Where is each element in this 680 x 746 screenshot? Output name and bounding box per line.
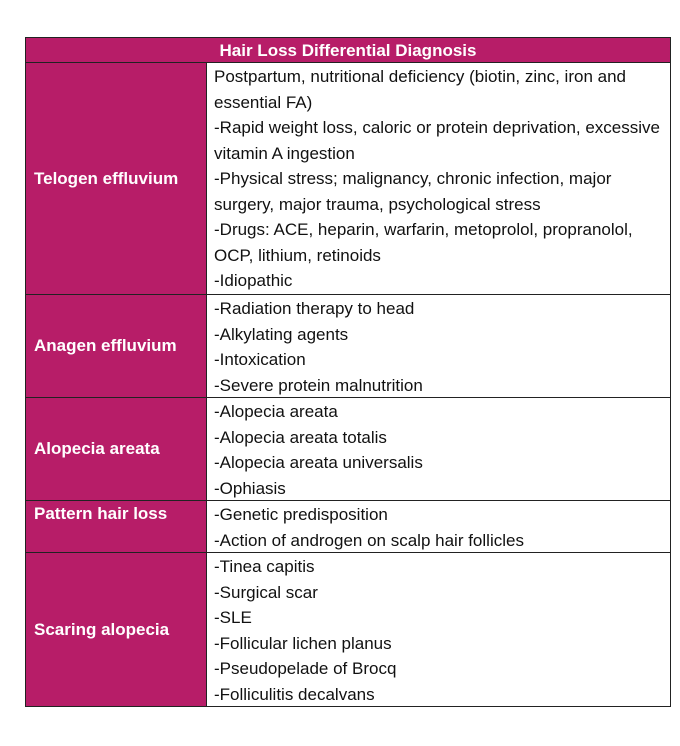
row-label: Scaring alopecia xyxy=(26,553,207,706)
list-item: -Radiation therapy to head xyxy=(214,299,415,318)
row-label: Anagen effluvium xyxy=(26,295,207,397)
row-content xyxy=(207,553,670,706)
list-item: -Folliculitis decalvans xyxy=(214,684,375,704)
row-content xyxy=(207,398,670,500)
row-label: Alopecia areata xyxy=(26,398,207,500)
table-row-alopecia-areata xyxy=(26,398,670,501)
row-label: Telogen effluvium xyxy=(26,63,207,294)
row-content xyxy=(207,63,670,294)
list-item: -Ophiasis xyxy=(214,478,286,498)
row-content xyxy=(207,295,670,397)
list-item: -Drugs: ACE, heparin, warfarin, metoprolol, propranolol, OCP, lithium, retinoids xyxy=(214,220,633,265)
table-row-pattern-hair-loss xyxy=(26,501,670,553)
table-row-telogen-effluvium xyxy=(26,63,670,295)
list-item: -Alopecia areata universalis xyxy=(214,453,423,472)
table-row-scaring-alopecia xyxy=(26,553,670,706)
list-item: -Idiopathic xyxy=(214,271,293,290)
diagnosis-table xyxy=(25,37,671,707)
list-item: -Action of androgen on scalp hair follicles xyxy=(214,530,524,550)
list-item: -Alopecia areata totalis xyxy=(214,427,387,447)
row-label: Pattern hair loss xyxy=(26,501,207,552)
list-item: -Physical stress; malignancy, chronic infection, major surgery, major trauma, psychological stress xyxy=(214,169,612,214)
list-item: -Rapid weight loss, caloric or protein deprivation, excessive vitamin A ingestion xyxy=(214,118,660,163)
list-item: -Genetic predisposition xyxy=(214,505,388,524)
table-row-anagen-effluvium xyxy=(26,295,670,398)
list-item: -Alopecia areata xyxy=(214,402,338,421)
list-item: -Intoxication xyxy=(214,350,306,369)
list-item: -Pseudopelade of Brocq xyxy=(214,659,397,678)
list-item: -Tinea capitis xyxy=(214,557,315,576)
list-item: -Alkylating agents xyxy=(214,324,349,344)
list-item: -Follicular lichen planus xyxy=(214,633,392,653)
list-item: -Severe protein malnutrition xyxy=(214,375,423,395)
table-title: Hair Loss Differential Diagnosis xyxy=(26,38,670,63)
row-content xyxy=(207,501,670,552)
list-item: Postpartum, nutritional deficiency (biotin, zinc, iron and essential FA) xyxy=(214,67,626,112)
list-item: -SLE xyxy=(214,608,252,627)
list-item: -Surgical scar xyxy=(214,582,318,602)
